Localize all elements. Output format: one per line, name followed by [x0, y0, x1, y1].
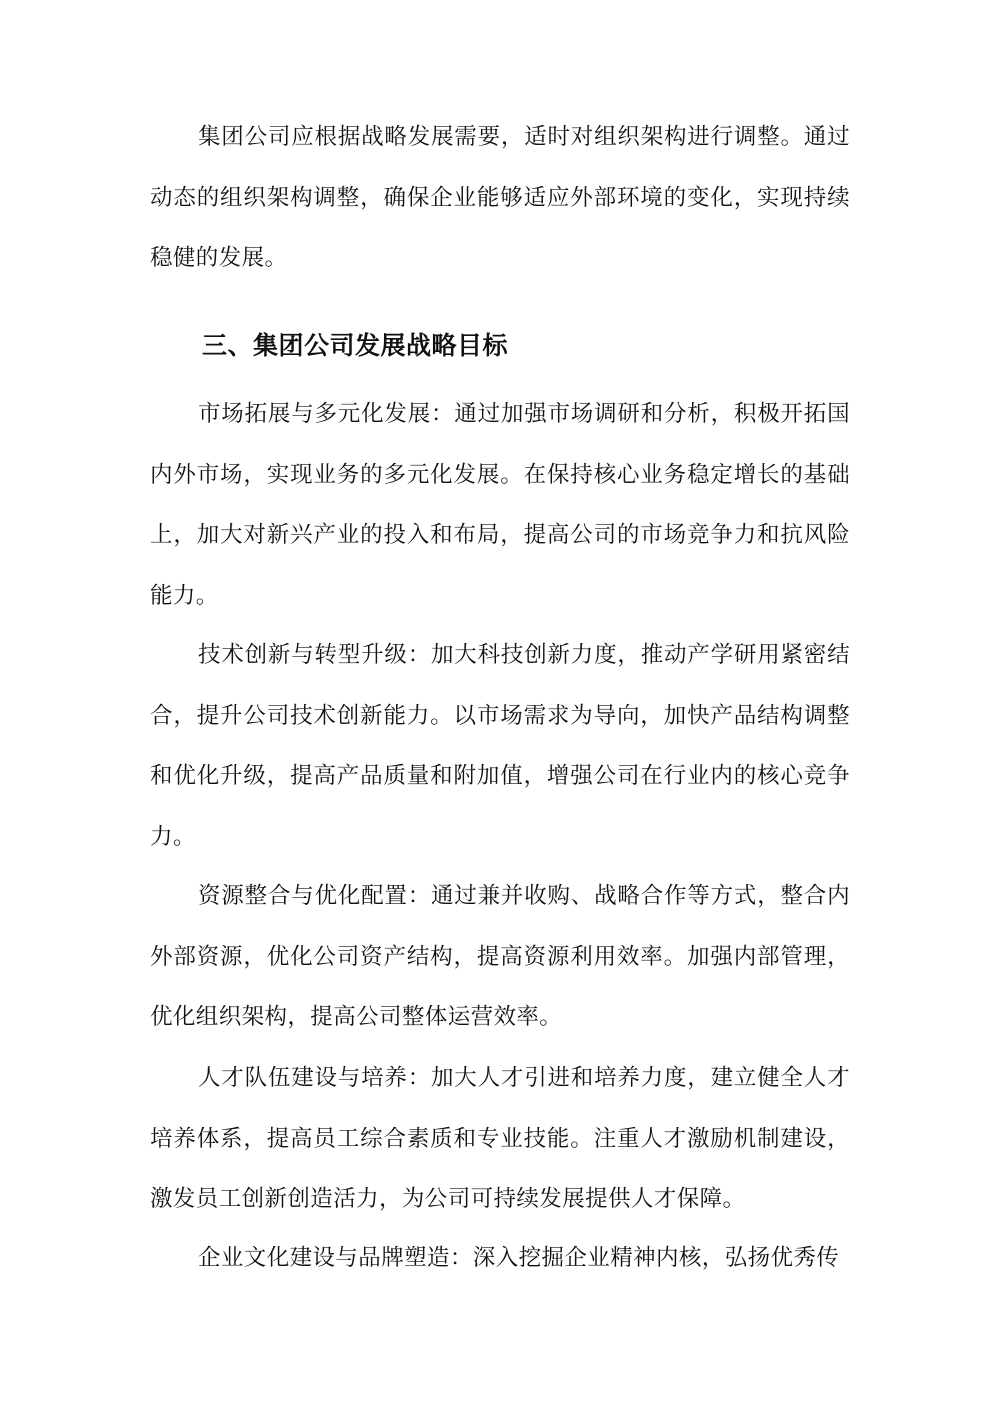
- paragraph-talent-building: 人才队伍建设与培养：加大人才引进和培养力度，建立健全人才培养体系，提高员工综合素质和专业技能。注重人才激励机制建设，激发员工创新创造活力，为公司可持续发展提供人才保障。: [150, 1065, 850, 1212]
- tech-innovation-block: [150, 625, 850, 867]
- paragraph-resource-integration: 资源整合与优化配置：通过兼并收购、战略合作等方式，整合内外部资源，优化公司资产结构，提高资源利用效率。加强内部管理，优化组织架构，提高公司整体运营效率。: [150, 883, 850, 1030]
- paragraph-market-expansion: 市场拓展与多元化发展：通过加强市场调研和分析，积极开拓国内外市场，实现业务的多元化发展。在保持核心业务稳定增长的基础上，加大对新兴产业的投入和布局，提高公司的市场竞争力和抗风险能力。: [150, 401, 850, 609]
- corporate-culture-block: [150, 1228, 850, 1289]
- paragraph-corporate-culture: 企业文化建设与品牌塑造：深入挖掘企业精神内核，弘扬优秀传: [198, 1245, 840, 1271]
- intro-paragraph: 集团公司应根据战略发展需要，适时对组织架构进行调整。通过动态的组织架构调整，确保企业能够适应外部环境的变化，实现持续稳健的发展。: [150, 124, 850, 271]
- intro-paragraph-block: [150, 107, 850, 289]
- talent-building-block: [150, 1048, 850, 1230]
- resource-integration-block: [150, 866, 850, 1048]
- market-expansion-block: [150, 384, 850, 626]
- section-heading: 三、集团公司发展战略目标: [202, 331, 509, 360]
- paragraph-tech-innovation: 技术创新与转型升级：加大科技创新力度，推动产学研用紧密结合，提升公司技术创新能力。以市场需求为导向，加快产品结构调整和优化升级，提高产品质量和附加值，增强公司在行业内的核心竞争力。: [150, 642, 850, 850]
